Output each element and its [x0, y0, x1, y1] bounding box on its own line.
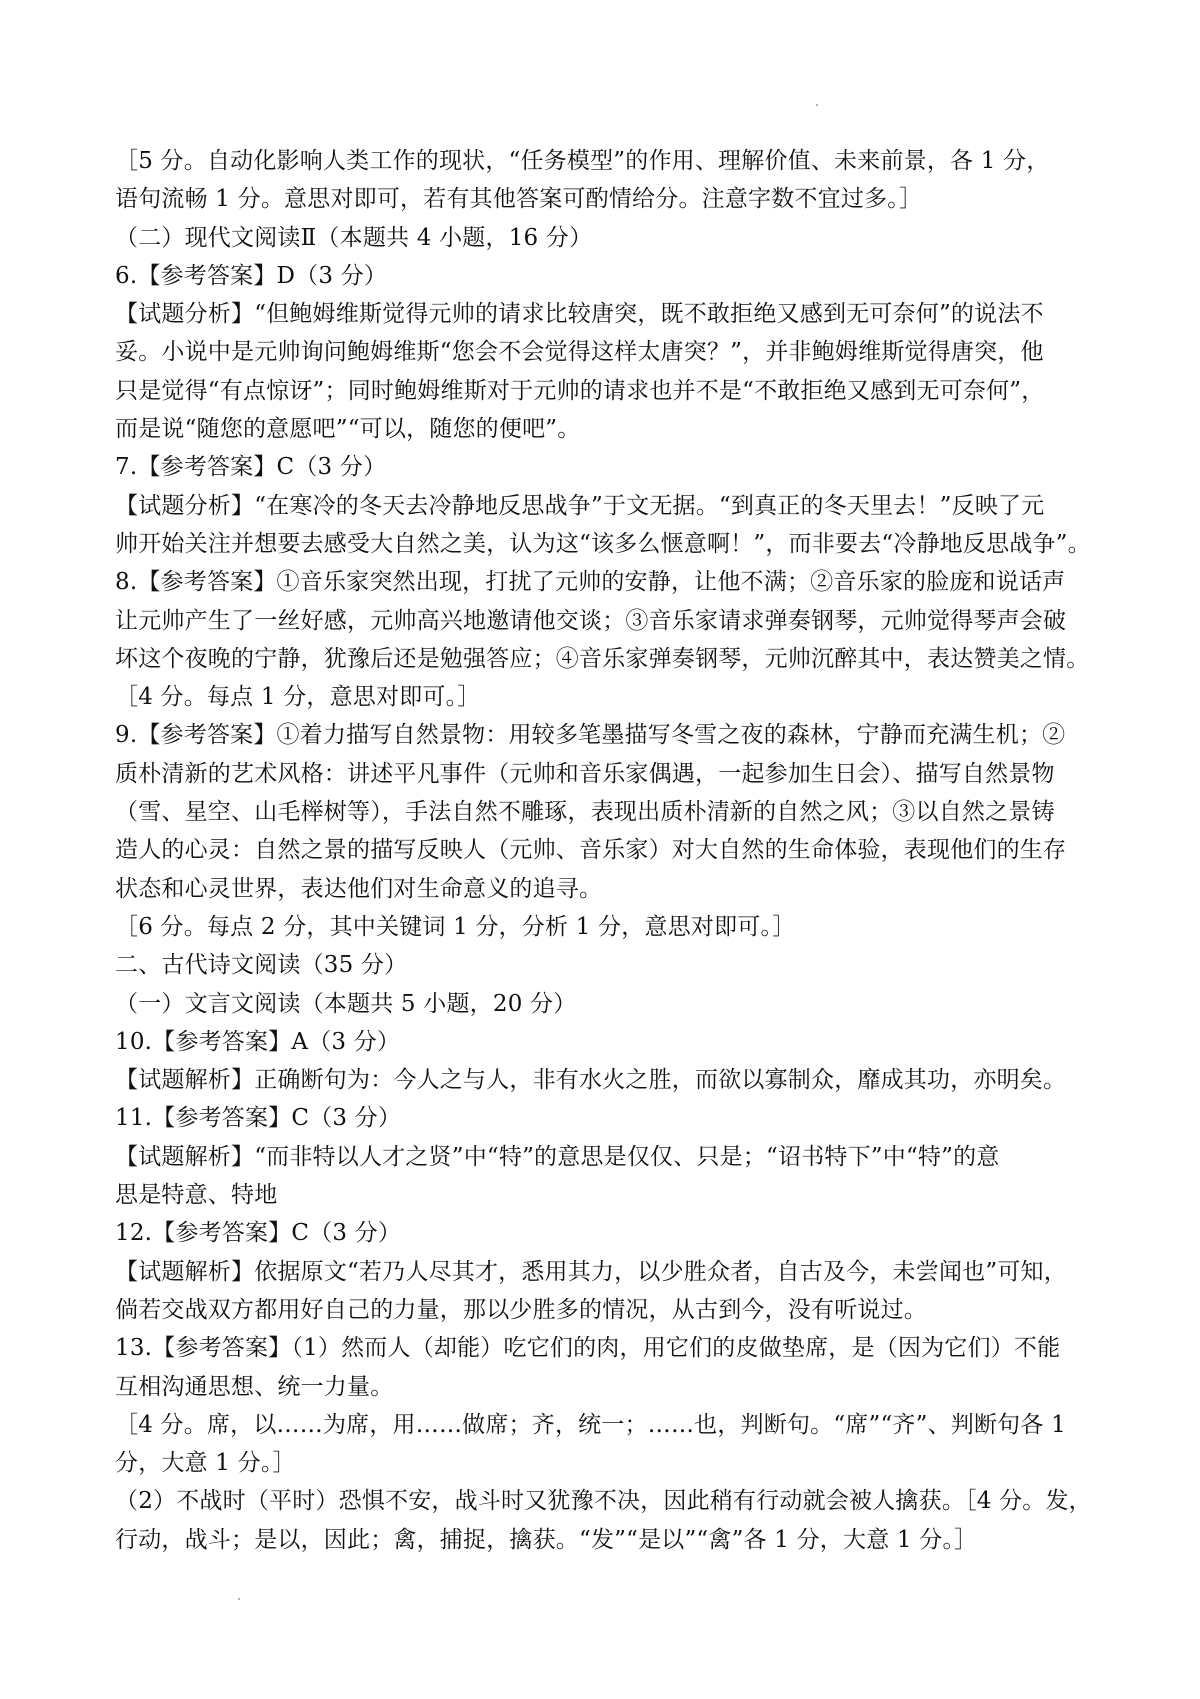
- answer-text-body: [115, 142, 1095, 1559]
- text-line: 坏这个夜晚的宁静，犹豫后还是勉强答应；④音乐家弹奏钢琴，元帅沉醉其中，表达赞美之情。: [115, 645, 1090, 672]
- text-line: 【试题分析】“但鲍姆维斯觉得元帅的请求比较唐突，既不敢拒绝又感到无可奈何”的说法不: [115, 301, 1044, 328]
- answer-q7: 7.【参考答案】C（3 分）: [115, 454, 387, 481]
- text-line: 【试题分析】“在寒冷的冬天去冷静地反思战争”于文无据。“到真正的冬天里去！”反映了元: [115, 492, 1045, 519]
- answer-q10: 10.【参考答案】A（3 分）: [115, 1028, 401, 1055]
- text-line: 语句流畅 1 分。意思对即可，若有其他答案可酌情给分。注意字数不宜过多。］: [115, 186, 923, 213]
- text-line: （雪、星空、山毛榉树等），手法自然不雕琢，表现出质朴清新的自然之风；③以自然之景铸: [115, 799, 1055, 826]
- scan-speck: [238, 1598, 240, 1600]
- text-line: 【试题解析】依据原文“若乃人尽其才，悉用其力，以少胜众者，自古及今，未尝闻也”可知，: [115, 1258, 1067, 1285]
- section-heading: （二）现代文阅读Ⅱ（本题共 4 小题，16 分）: [115, 224, 593, 251]
- text-line: 行动，战斗；是以，因此；禽，捕捉，擒获。“发”“是以”“禽”各 1 分，大意 1 分。］: [115, 1526, 978, 1553]
- answer-q8: 8.【参考答案】①音乐家突然出现，打扰了元帅的安静，让他不满；②音乐家的脸庞和说话声: [115, 569, 1066, 596]
- section-heading: 二、古代诗文阅读（35 分）: [115, 952, 408, 979]
- answer-q9: 9.【参考答案】①着力描写自然景物：用较多笔墨描写冬雪之夜的森林，宁静而充满生机；②: [115, 722, 1066, 749]
- answer-q13: 13.【参考答案】（1）然而人（却能）吃它们的肉，用它们的皮做垫席，是（因为它们）不能: [115, 1335, 1061, 1362]
- answer-q6: 6.【参考答案】D（3 分）: [115, 262, 388, 289]
- text-line: 互相沟通思想、统一力量。: [115, 1373, 394, 1400]
- text-line: 造人的心灵：自然之景的描写反映人（元帅、音乐家）对大自然的生命体验，表现他们的生存: [115, 837, 1067, 864]
- text-line: 状态和心灵世界，表达他们对生命意义的追寻。: [115, 875, 603, 902]
- text-line: 分，大意 1 分。］: [115, 1450, 296, 1477]
- answer-q11: 11.【参考答案】C（3 分）: [115, 1105, 402, 1132]
- scoring-note: ［4 分。席，以……为席，用……做席；齐，统一；……也，判断句。“席”“齐”、判断句各 1: [115, 1411, 1066, 1438]
- text-line: ［5 分。自动化影响人类工作的现状，“任务模型”的作用、理解价值、未来前景，各 1 分，: [115, 148, 1050, 174]
- section-heading: （一）文言文阅读（本题共 5 小题，20 分）: [115, 990, 577, 1017]
- text-line: 【试题解析】“而非特以人才之贤”中“特”的意思是仅仅、只是；“诏书特下”中“特”的意: [115, 1143, 1000, 1170]
- text-line: 倘若交战双方都用好自己的力量，那以少胜多的情况，从古到今，没有听说过。: [115, 1296, 927, 1323]
- text-line: 质朴清新的艺术风格：讲述平凡事件（元帅和音乐家偶遇，一起参加生日会）、描写自然景物: [115, 760, 1055, 787]
- text-line: （2）不战时（平时）恐惧不安，战斗时又犹豫不决，因此稍有行动就会被人擒获。［4 分。发，: [115, 1488, 1092, 1515]
- scoring-note: ［6 分。每点 2 分，其中关键词 1 分，分析 1 分，意思对即可。］: [115, 913, 796, 940]
- text-line: 帅开始关注并想要去感受大自然之美，认为这“该多么惬意啊！”，而非要去“冷静地反思战争”。: [115, 530, 1091, 557]
- scoring-note: ［4 分。每点 1 分，意思对即可。］: [115, 684, 481, 711]
- text-line: 只是觉得“有点惊讶”；同时鲍姆维斯对于元帅的请求也并不是“不敢拒绝又感到无可奈何”，: [115, 377, 1045, 404]
- answer-q12: 12.【参考答案】C（3 分）: [115, 1220, 402, 1247]
- scan-speck: [816, 104, 818, 106]
- text-line: 思是特意、特地: [115, 1182, 278, 1209]
- text-line: 【试题解析】正确断句为：今人之与人，非有水火之胜，而欲以寡制众，靡成其功，亦明矣。: [115, 1067, 1067, 1094]
- text-line: 而是说“随您的意愿吧”“可以，随您的便吧”。: [115, 416, 581, 443]
- text-line: 妥。小说中是元帅询问鲍姆维斯“您会不会觉得这样太唐突？”，并非鲍姆维斯觉得唐突，他: [115, 339, 1044, 366]
- text-line: 让元帅产生了一丝好感，元帅高兴地邀请他交谈；③音乐家请求弹奏钢琴，元帅觉得琴声会破: [115, 607, 1067, 634]
